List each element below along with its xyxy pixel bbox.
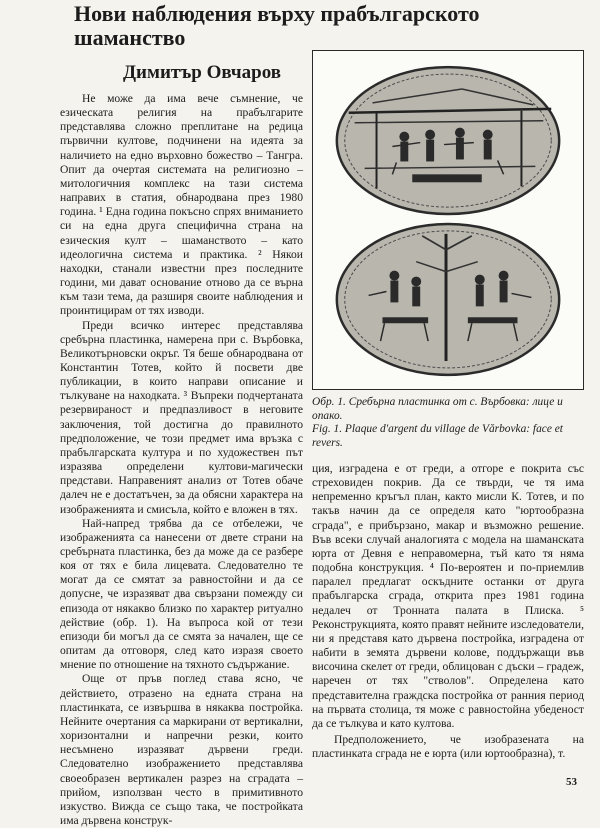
article-author: Димитър Овчаров xyxy=(122,62,282,83)
article-title: Нови наблюдения върху прабългарското шаманство xyxy=(74,1,480,50)
plaque-obverse-image xyxy=(337,67,559,214)
plaque-illustration xyxy=(313,51,583,389)
paragraph-building: Още от пръв поглед става ясно, че действието, отразено на едната страна на пластинката, се извършва в някаква постройка. Нейните очертания са маркирани от вертикални, хоризонтални и напречни резки, които несъмнено изразяват дървени греди. Следователно изображението представлява своеобразен вертикален разрез на сградата – прийом, използван често в примитивното изкуство. Вижда се също така, че постройката има дървена конструк- xyxy=(60,672,303,827)
paragraph-plaque: Преди всичко интерес представлява сребърна пластинка, намерена при с. Върбовка, Великотърновски окръг. Тя беше обнародвана от Константин Тотев, който й посвети две публикации, в които направи описание и тълкуване на находката. ³ Въпреки подчертаната резервираност и предпазливост в неговите заключения, той достигна до правилното предположение, че този предмет има връзка с прабългарската култура и по художествен път изразява определени култови-магически представи. Направеният анализ от Тотев обаче далеч не е достатъчен, за да обясни характера на изображенията и смисъла, който е вложен в тях. xyxy=(60,318,303,516)
paragraph-intro: Не може да има вече съмнение, че езическата религия на прабългарите представлява сложно преплитане на редица първични култове, подчинени на идеята за наличието на едно върховно божество – Тангра. Опит да очертая системата на религиозно – митологичния комплекс на тази система направих в статия, обнародвана през 1980 година. ¹ Една година покъсно спрях вниманието си на една друга специфична страна на езическия култ – шаманството – като идеологична система и практика. ² Някои находки, станали известни през последните години, ми дават основание отново да се върна към тази тема, да разширя своите наблюдения и проинтицирам от тях изводи. xyxy=(60,92,303,318)
plaque-reverse-image xyxy=(337,224,559,375)
figure-caption xyxy=(312,396,586,450)
left-column xyxy=(60,92,303,828)
paragraph-sides: Най-напред трябва да се отбележи, че изображенията са нанесени от двете страни на сребърната пластинка, без да може да се разбере коя от тях е била лицевата. Следователно те могат да се смятат за равностойни и да се допусне, че изразяват два свързани помежду си епизода от някакво близко по характер ритуално действие (обр. 1). На въпроса кой от тези епизоди би могъл да се смята за начален, ще се опитам да отговоря, след като изразя своето мнение по отношение на тяхното съдържание. xyxy=(60,516,303,672)
paragraph-construction: ция, изградена е от греди, а отгоре е покрита със стреховиден покрив. Да се твърди, че тя има непременно кръгъл план, както мисли К. Тотев, и по такъв начин да се определя като "юртообразна сграда", е прибързано, макар и възможно решение. Във всеки случай аналогията с модела на шаманската юрта от Девня е неправомерна, тъй като тя няма подобна конструкция. ⁴ По-вероятен и по-приемлив паралел предлагат оскъдните останки от друга прабългарска сграда, открита през 1981 година недалеч от Тронната палата в Плиска. ⁵ Реконструкцията, която правят нейните изследователи, ни я представя като дървена постройка, изградена от набити в земята дървени колове, поддържащи във височина скелет от греди, облицован с дъски – градеж, наречен от тях "стволов". Определена като представителна граждска постройка от ранния период на първата столица, тя може с равностойна убеденост да се тълкува и като култова. xyxy=(312,462,584,730)
paragraph-assumption: Предположението, че изобразената на пластинката сграда не е юрта (или юртообразна), т. xyxy=(312,732,584,761)
figure-silver-plaque xyxy=(312,50,584,390)
page-number: 53 xyxy=(566,776,577,788)
caption-bulgarian: Обр. 1. Сребърна пластинка от с. Върбовка: лице и опако. xyxy=(312,396,563,422)
right-column xyxy=(312,462,584,761)
caption-french: Fig. 1. Plaque d'argent du village de Vărbovka: face et revers. xyxy=(312,423,563,449)
